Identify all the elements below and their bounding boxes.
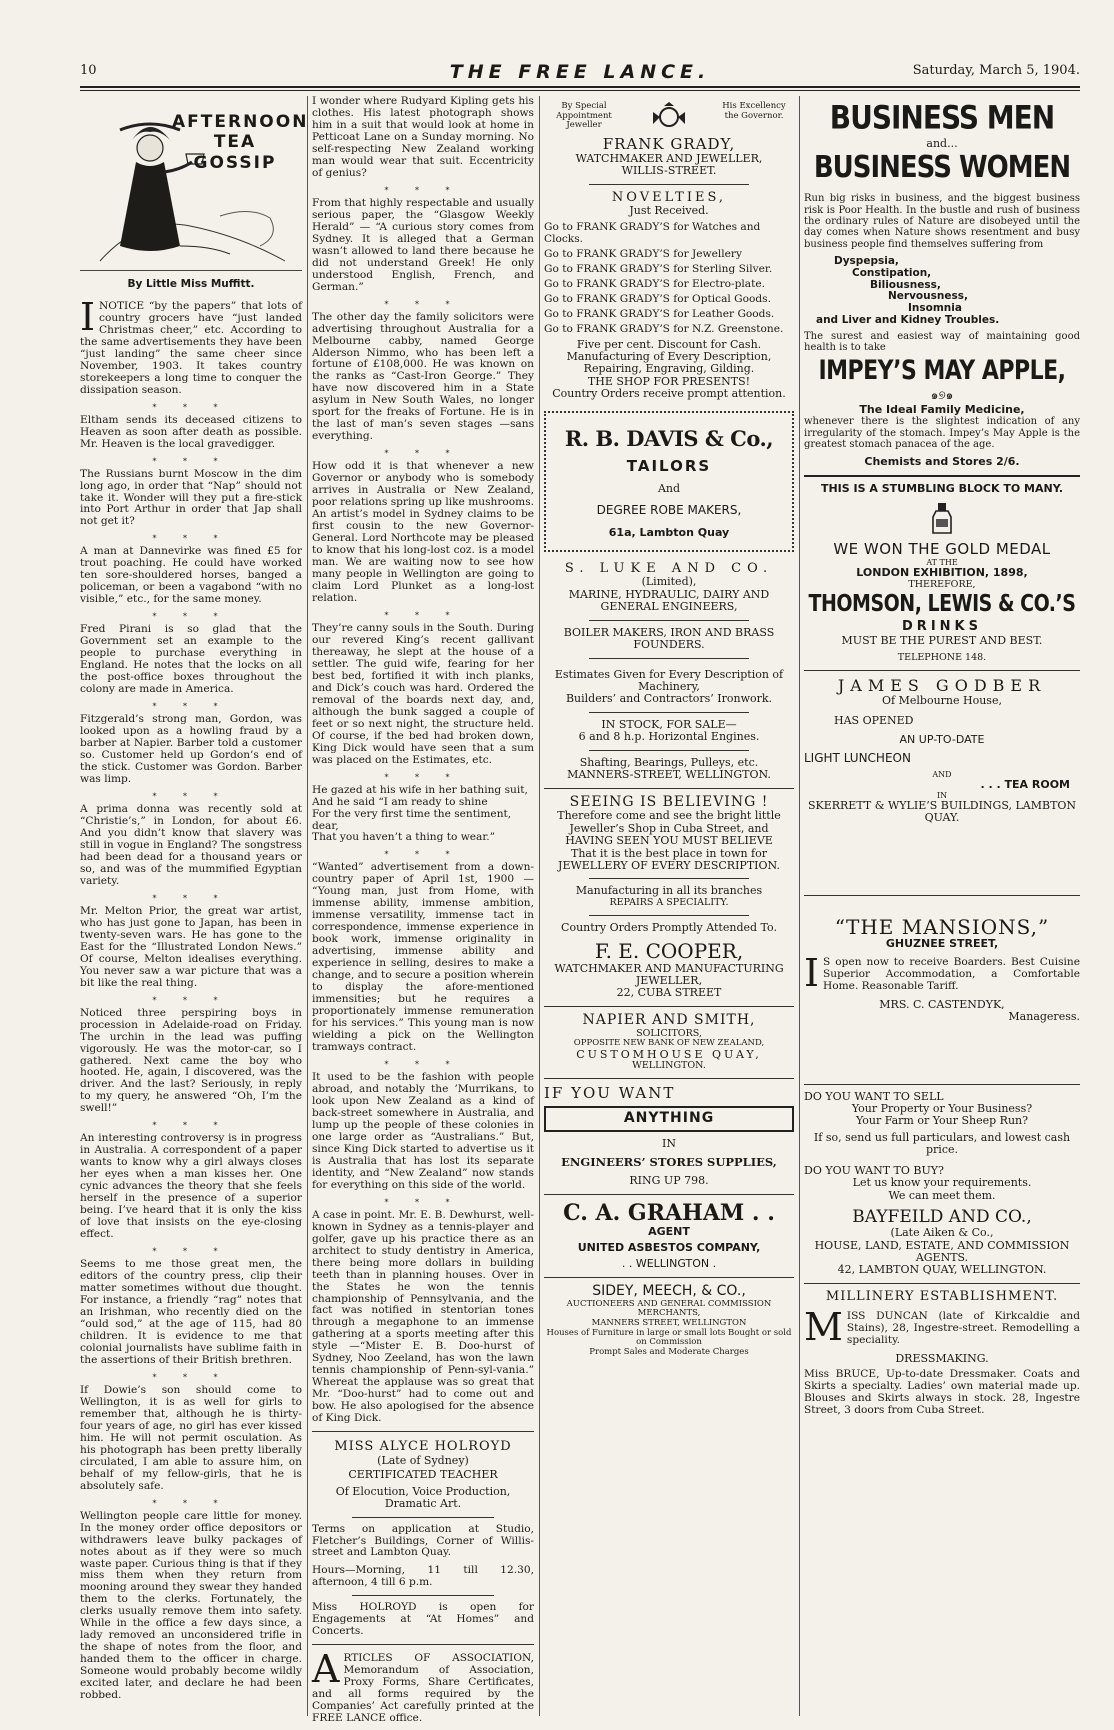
issue-date: Saturday, March 5, 1904. bbox=[912, 63, 1080, 78]
separator-stars: * * * bbox=[384, 772, 462, 782]
separator-stars: * * * bbox=[152, 1372, 230, 1382]
bottle-icon bbox=[927, 501, 957, 535]
separator-stars: * * * bbox=[152, 995, 230, 1005]
divider bbox=[589, 750, 749, 751]
bayfeild-trade: HOUSE, LAND, ESTATE, AND COMMISSION AGENTS. bbox=[814, 1238, 1070, 1265]
seeing-country: Country Orders Promptly Attended To. bbox=[561, 920, 777, 934]
paragraph: Eltham sends its deceased citizens to Heaven as soon after death as possible. Mr. Heaven is the local gravedigger. bbox=[80, 413, 302, 450]
ad-holroyd bbox=[312, 1440, 534, 1638]
separator-stars: * * * bbox=[152, 702, 230, 712]
divider bbox=[589, 184, 749, 185]
separator-stars: * * * bbox=[152, 1121, 230, 1131]
separator-stars: * * * bbox=[384, 1059, 462, 1069]
paragraph: Fitzgerald’s strong man, Gordon, was looked upon as a howling fraud by a barber at Napier. Barber told a customer so. Customer held up Gordon’s end of the stick. Customer was Gordon. Barber was limp. bbox=[80, 713, 302, 786]
separator-stars: * * * bbox=[152, 1498, 230, 1508]
graham-name: C. A. GRAHAM . . bbox=[563, 1199, 775, 1226]
grady-received: Just Received. bbox=[629, 204, 709, 218]
paragraph: Seems to me those great men, the editors of the country press, clip their matter sometimes without due thought. For instance, a friendly “rag” notes that an Irishman, who recently died on the “ould sod,” at the age of 115, had 80 children. It is evidence to me that colonial journalists have sublime faith in the assertions of their British brethren. bbox=[80, 1258, 302, 1366]
seeing-line: That it is the best place in town for bbox=[571, 846, 767, 860]
grady-line: Go to FRANK GRADY’S for Optical Goods. bbox=[544, 292, 771, 305]
luke-street: MANNERS-STREET, WELLINGTON. bbox=[567, 768, 771, 782]
paragraph: Wellington people care little for money. In the money order office depositors or withdrawers leave bulky packages of notes about as if they were so much waste paper. Curious thing is that if they miss them when they return from mooning around they swear they handed them to the clerks. Fortunately, the clerks usually remove them into safety. While in the office a few days since, a lady removed an unconsidered trifle in the shape of notes from the floor, and handed them to the officer in charge. Someone would probably become wildly excited later, and declare he had been robbed. bbox=[80, 1509, 302, 1702]
thomson-name: THOMSON, LEWIS & CO.’S bbox=[808, 590, 1076, 618]
appointment-left: By Special Appointment Jeweller bbox=[556, 101, 612, 131]
ad-anything bbox=[544, 1085, 794, 1188]
divider bbox=[589, 915, 749, 916]
paragraph: INOTICE “by the papers” that lots of country grocers have “just landed Christmas cheer,” etc. According to the same advertisements they have been “just landing” the same cheer since November, 1903. It takes country storekeepers a long time to conquer the dissipation season. bbox=[80, 294, 302, 396]
grady-country: Country Orders receive prompt attention. bbox=[552, 387, 786, 401]
header-rule-thin bbox=[80, 90, 1080, 91]
ailment: Constipation, bbox=[852, 266, 932, 279]
sidey-line: AUCTIONEERS AND GENERAL COMMISSION MERCHANTS, bbox=[566, 1298, 772, 1319]
separator-stars: * * * bbox=[384, 185, 462, 195]
divider bbox=[804, 1084, 1080, 1085]
paragraph: An interesting controversy is in progress in Australia. A correspondent of a paper wants to know why a girl always closes her eyes when a man kisses her. One cynic advances the theory that she feels herself in the presence of a superior being. I’ve heard that it is only the kiss of love that insists on the eye-closing effect. bbox=[80, 1132, 302, 1241]
column-divider bbox=[539, 96, 540, 1716]
grady-discount: Five per cent. Discount for Cash. bbox=[576, 337, 762, 351]
napier-trade: SOLICITORS, bbox=[636, 1027, 702, 1039]
paper-title: THE FREE LANCE. bbox=[449, 61, 711, 83]
surest-way: The surest and easiest way of maintaining good health is to take bbox=[804, 331, 1080, 354]
column-ads-b bbox=[804, 96, 1080, 1716]
godber-tea: . . . TEA ROOM bbox=[980, 777, 1070, 791]
grady-line: Go to FRANK GRADY’S for Leather Goods. bbox=[544, 307, 775, 320]
cooper-name: F. E. COOPER, bbox=[594, 939, 744, 964]
separator-stars: * * * bbox=[152, 402, 230, 412]
business-and: and... bbox=[926, 136, 958, 150]
paragraph: A man at Dannevirke was fined £5 for trout poaching. He could have worked ten sore-shouldered horses, banged a policeman, or been a vagabond “with no visible,” etc., for the same money. bbox=[80, 545, 302, 606]
won-gold-medal: WE WON THE GOLD MEDAL bbox=[833, 540, 1051, 559]
ad-thomson-lewis bbox=[804, 483, 1080, 664]
byline: By Little Miss Muffitt. bbox=[127, 278, 255, 290]
holroyd-sub: (Late of Sydney) bbox=[377, 1453, 469, 1467]
sidey-line: Prompt Sales and Moderate Charges bbox=[589, 1346, 749, 1357]
divider bbox=[352, 1595, 494, 1596]
godber-luncheon: LIGHT LUNCHEON bbox=[804, 751, 911, 765]
graham-city: . . WELLINGTON . bbox=[621, 1257, 717, 1271]
luke-shafting: Shafting, Bearings, Pulleys, etc. bbox=[579, 755, 759, 769]
grady-line: Go to FRANK GRADY’S for N.Z. Greenstone. bbox=[544, 322, 784, 335]
ad-mansions bbox=[804, 916, 1080, 1024]
seeing-manufacturing: Manufacturing in all its branches bbox=[575, 884, 763, 898]
sidey-name: SIDEY, MEECH, & CO., bbox=[592, 1282, 746, 1299]
therefore: THEREFORE, bbox=[908, 578, 976, 590]
paragraph: Noticed three perspiring boys in procession in Adelaide-road on Friday. The urchin in the lead was puffing vigorously. He was the motor-car, so I gathered. Next came the boy who hooted. He, again, I discovered, was the driver. And the last? Seriously, in reply to my query, he answered “Oh, I’m the swell!” bbox=[80, 1006, 302, 1115]
seeing-line: Therefore come and see the bright little Jeweller’s Shop in Cuba Street, and bbox=[557, 809, 781, 835]
anything-head: IF YOU WANT bbox=[544, 1084, 676, 1103]
separator-stars: * * * bbox=[152, 1247, 230, 1257]
ad-davis bbox=[544, 411, 794, 552]
holroyd-name: MISS ALYCE HOLROYD bbox=[334, 1439, 512, 1455]
davis-tailors: TAILORS bbox=[626, 457, 712, 476]
business-body: Run big risks in business, and the biggest business risk is Poor Health. In the bustle and rush of business the ordinary rules of Nature are disobeyed until the day comes when Nature shows resentment and busy business people find themselves suffering from bbox=[804, 193, 1080, 250]
gossip-vignette bbox=[80, 96, 309, 271]
ad-cooper bbox=[544, 795, 794, 1000]
bruce-body: Miss BRUCE, Up-to-date Dressmaker. Coats and Skirts a specialty. Ladies’ own material made up. Blouses and Skirts always in stock. 28, Ingestre Street, 3 doors from Cuba Street. bbox=[804, 1367, 1080, 1416]
luke-boilers: BOILER MAKERS, IRON AND BRASS FOUNDERS. bbox=[563, 625, 775, 652]
luke-builders: Builders’ and Contractors’ Ironwork. bbox=[565, 692, 773, 706]
ornament-icon: ๑୭๑ bbox=[930, 387, 954, 402]
millinery-body: MISS DUNCAN (late of Kirkcaldie and Stains), 28, Ingestre-street. Remodelling a speciality. bbox=[804, 1304, 1080, 1349]
ad-frank-grady bbox=[544, 102, 794, 401]
paragraph: The other day the family solicitors were advertising throughout Australia for a Melbourne cabby, named George Alderson Nimmo, who has been left a fortune of £108,000. He was known on the ranks as “Cast-Iron George.” They have now discovered him in a State asylum in New South Wales, no longer sport for the freaks of Fortune. He is in the last of man’s seven stages —sans everything. bbox=[312, 310, 534, 443]
appointment-right: His Excellency the Governor. bbox=[722, 101, 786, 121]
at-the: AT THE bbox=[926, 558, 958, 568]
anything-ring: RING UP 798. bbox=[629, 1174, 709, 1188]
purest: MUST BE THE PUREST AND BEST. bbox=[841, 633, 1043, 647]
column-ads-a bbox=[544, 96, 794, 1716]
godber-in: IN bbox=[936, 791, 948, 800]
anything-box: ANYTHING bbox=[544, 1106, 794, 1132]
luke-estimates: Estimates Given for Every Description of Machinery, bbox=[554, 667, 784, 694]
holroyd-subjects: Of Elocution, Voice Production, Dramatic Art. bbox=[335, 1484, 511, 1511]
business-head-men: BUSINESS MEN bbox=[829, 98, 1055, 137]
ailment: Nervousness, bbox=[888, 290, 968, 303]
seeing-repairs: REPAIRS A SPECIALITY. bbox=[609, 896, 729, 908]
cooper-trade: WATCHMAKER AND MANUFACTURING JEWELLER, bbox=[554, 961, 784, 988]
ad-napier-smith bbox=[544, 1013, 794, 1072]
separator-stars: * * * bbox=[384, 299, 462, 309]
sidey-line: Houses of Furniture in large or small lots Bought or sold on Commission bbox=[546, 1327, 792, 1348]
mansions-manager: MRS. C. CASTENDYK, bbox=[879, 997, 1005, 1011]
godber-and: AND bbox=[932, 769, 952, 779]
ad-godber bbox=[804, 677, 1080, 825]
separator-stars: * * * bbox=[152, 791, 230, 801]
buy-head: DO YOU WANT TO BUY? bbox=[804, 1163, 944, 1177]
luke-engineers: MARINE, HYDRAULIC, DAIRY AND GENERAL ENGINEERS, bbox=[568, 587, 770, 614]
vignette-title: AFTERNOON TEA GOSSIP bbox=[172, 112, 309, 173]
paragraph: “Wanted” advertisement from a down-country paper of April 1st, 1900 — “Young man, just from Home, with immense ability, immense ambition, immense versatility, immense tact in correspondence, immense experience in book work, immense originality in advertising, immense ability and experience in selling, desires to make a change, and to secure a position wherein to display the afore-mentioned immensities; but he requires a proportionately immense remuneration for his services.” This young man is now wielding a pick on the Wellington tramways contract. bbox=[312, 861, 534, 1053]
ad-luke bbox=[544, 562, 794, 782]
anything-in: IN bbox=[662, 1136, 676, 1150]
masthead bbox=[80, 62, 1080, 84]
cooper-address: 22, CUBA STREET bbox=[616, 986, 722, 1000]
appointment-row bbox=[544, 102, 794, 136]
holroyd-engagements: Miss HOLROYD is open for Engagements at “At Homes” and Concerts. bbox=[312, 1601, 534, 1638]
ad-bayfeild bbox=[804, 1091, 1080, 1277]
luke-name: S. LUKE AND CO. bbox=[564, 560, 774, 576]
grady-trade: WATCHMAKER AND JEWELLER, bbox=[575, 151, 763, 165]
holroyd-hours: Hours—Morning, 11 till 12.30, afternoon, 4 till 6 p.m. bbox=[312, 1564, 534, 1589]
napier-opposite: OPPOSITE NEW BANK OF NEW ZEALAND, bbox=[573, 1038, 765, 1049]
mansions-body: IS open now to receive Boarders. Best Cuisine Superior Accommodation, a Comfortable Home. Reasonable Tariff. bbox=[804, 950, 1080, 995]
paragraph: It used to be the fashion with people abroad, and notably the ’Murrikans, to look upon New Zealand as a kind of back-street somewhere in Australia, and lump up the people of these colonies in one large order as “Australians.” But, since King Dick started to advertise us it is Australia that has lost its separate identity, and “New Zealand” now stands for everything on this side of the world. bbox=[312, 1071, 534, 1191]
divider bbox=[589, 878, 749, 879]
paragraph: From that highly respectable and usually serious paper, the “Glasgow Weekly Herald” — “A curious story comes from Sydney. It is alleged that a German wasn’t allowed to land there because he did not understand Greek! He only understood English, French, and German.” bbox=[312, 196, 534, 293]
buy-line: Let us know your requirements. bbox=[852, 1176, 1032, 1190]
godber-name: JAMES GODBER bbox=[837, 675, 1047, 695]
grady-manufacturing: Manufacturing of Every Description, Repairing, Engraving, Gilding. bbox=[566, 350, 772, 376]
grady-name: FRANK GRADY, bbox=[602, 135, 736, 153]
grady-line: Go to FRANK GRADY’S for Sterling Silver. bbox=[544, 262, 773, 275]
divider bbox=[312, 1644, 534, 1645]
paragraph: The Russians burnt Moscow in the dim long ago, in order that “Nap” should not take it. Wonder will they put a fire-stick into Port Arthur in order that Jap shall not get it? bbox=[80, 467, 302, 528]
bayfeild-name: BAYFEILD AND CO., bbox=[852, 1207, 1032, 1228]
divider bbox=[589, 620, 749, 621]
paragraph: How odd it is that whenever a new Governor or anybody who is somebody arrives in Australia or New Zealand, poor relations spring up like mushrooms. An artist’s model in Sydney claims to be first cousin to the new Governor-General. Lord Northcote may be pleased to know that his long-lost coz. is a model man. We are waiting now to see how many people in Wellington are going to claim Lord Plunket as a long-lost relation. bbox=[312, 460, 534, 604]
impey-price: Chemists and Stores 2/6. bbox=[864, 455, 1020, 469]
bayfeild-address: 42, LAMBTON QUAY, WELLINGTON. bbox=[837, 1263, 1047, 1277]
davis-name: R. B. DAVIS & Co., bbox=[564, 425, 774, 451]
divider bbox=[544, 1277, 794, 1278]
graham-company: UNITED ASBESTOS COMPANY, bbox=[577, 1241, 761, 1255]
column-divider bbox=[799, 96, 800, 1716]
sell-line: If so, send us full particulars, and lowest cash price. bbox=[813, 1130, 1071, 1157]
paragraph: Fred Pirani is so glad that the Government set an example to the people to purchase everything in England. He notes that the locks on all the post-office boxes throughout the colony are made in America. bbox=[80, 623, 302, 696]
royal-crest-icon bbox=[649, 102, 689, 132]
millinery-head: MILLINERY ESTABLISHMENT. bbox=[825, 1288, 1059, 1304]
ad-millinery bbox=[804, 1290, 1080, 1417]
dressmaking: DRESSMAKING. bbox=[895, 1351, 989, 1365]
divider bbox=[544, 1006, 794, 1007]
buy-line: We can meet them. bbox=[888, 1188, 996, 1202]
godber-opened: HAS OPENED bbox=[834, 714, 914, 728]
separator-stars: * * * bbox=[384, 610, 462, 620]
grady-street: WILLIS-STREET. bbox=[621, 164, 717, 178]
sell-line: Your Farm or Your Sheep Run? bbox=[855, 1114, 1029, 1128]
sell-line: Your Property or Your Business? bbox=[851, 1102, 1033, 1116]
ad-articles: ARTICLES OF ASSOCIATION, Memorandum of Association, Proxy Forms, Share Certificates, and all forms required by the Companies’ Act carefully printed at the FREE LANCE office. bbox=[312, 1647, 534, 1725]
grady-line: Go to FRANK GRADY’S for Watches and Clocks. bbox=[544, 220, 761, 245]
page-number: 10 bbox=[80, 63, 97, 78]
davis-robes: DEGREE ROBE MAKERS, bbox=[596, 502, 742, 517]
ailments bbox=[804, 256, 1080, 327]
sidey-line: MANNERS STREET, WELLINGTON bbox=[591, 1317, 747, 1328]
divider bbox=[804, 670, 1080, 671]
divider bbox=[544, 1078, 794, 1079]
divider bbox=[544, 1194, 794, 1195]
business-head-women: BUSINESS WOMEN bbox=[813, 150, 1071, 186]
paragraph: A prima donna was recently sold at “Christie’s,” in London, for about £6. And you didn’t know that slavery was still in vogue in England? The songstress had been dead for a thousand years or so, and was of the mummified Egyptian variety. bbox=[80, 803, 302, 887]
paragraph: If Dowie’s son should come to Wellington, it is as well for girls to remember that, although he is thirty-four years of age, no girl has ever kissed him. He will not permit osculation. As his photograph has been pretty liberally circulated, I am able to assure him, on behalf of my fellow-girls, that he is absolutely safe. bbox=[80, 1383, 302, 1492]
sell-head: DO YOU WANT TO SELL bbox=[804, 1089, 944, 1103]
divider bbox=[804, 1283, 1080, 1284]
header-rule bbox=[80, 86, 1080, 88]
divider bbox=[804, 895, 1080, 896]
separator-stars: * * * bbox=[384, 449, 462, 459]
stumbling-block: THIS IS A STUMBLING BLOCK TO MANY. bbox=[820, 481, 1064, 495]
luke-engines: 6 and 8 h.p. Horizontal Engines. bbox=[578, 730, 760, 744]
separator-stars: * * * bbox=[152, 456, 230, 466]
paragraph: Mr. Melton Prior, the great war artist, who has just gone to Japan, has been in twenty-seven wars. He has gone to the East for the “Illustrated London News.” Of course, Melton idealises everything. You never saw a war picture that was a bit like the real thing. bbox=[80, 904, 302, 989]
impey-whenever: whenever there is the slightest indication of any irregularity of the stomach. Impey’s May Apple is the greatest stomach panacea of the age. bbox=[804, 416, 1080, 451]
column-gossip-continued bbox=[312, 95, 534, 1725]
drinks: DRINKS bbox=[902, 618, 982, 634]
napier-quay: CUSTOMHOUSE QUAY, bbox=[576, 1048, 762, 1062]
holroyd-terms: Terms on application at Studio, Fletcher’s Buildings, Corner of Willis-street and Lambton Quay. bbox=[312, 1522, 534, 1559]
divider bbox=[352, 1517, 494, 1518]
column-gossip bbox=[80, 96, 309, 1716]
napier-city: WELLINGTON. bbox=[632, 1060, 706, 1072]
ailment: Dyspepsia, bbox=[834, 254, 899, 267]
anything-stores: ENGINEERS’ STORES SUPPLIES, bbox=[561, 1155, 777, 1170]
godber-of: Of Melbourne House, bbox=[882, 693, 1002, 707]
napier-name: NAPIER AND SMITH, bbox=[582, 1011, 756, 1028]
graham-agent: AGENT bbox=[648, 1224, 690, 1238]
paragraph: They’re canny souls in the South. During our revered King’s recent gallivant thereaway, he slept at the house of a settler. The guid wife, fearing for her best bed, fortified it with inch planks, and Dick’s couch was hard. Ordered the removal of the boards next day, and, although the bunk sagged a couple of feet or so next night, the structure held. Of course, if the bed had broken down, King Dick would have seen that a sum was placed on the Estimates, etc. bbox=[312, 621, 534, 766]
divider bbox=[589, 658, 749, 659]
separator-stars: * * * bbox=[152, 893, 230, 903]
divider bbox=[589, 712, 749, 713]
separator-stars: * * * bbox=[384, 1197, 462, 1207]
seeing-line: HAVING SEEN YOU MUST BELIEVE bbox=[565, 834, 773, 848]
davis-address: 61a, Lambton Quay bbox=[608, 526, 730, 540]
bayfeild-late: (Late Aiken & Co., bbox=[890, 1226, 994, 1240]
ailment: Insomnia bbox=[908, 302, 962, 315]
seeing-head: SEEING IS BELIEVING ! bbox=[569, 793, 769, 810]
grady-list bbox=[544, 222, 794, 336]
column-divider bbox=[307, 96, 308, 1716]
impey-name: IMPEY’S MAY APPLE, bbox=[818, 355, 1066, 386]
divider bbox=[312, 1431, 534, 1432]
telephone: TELEPHONE 148. bbox=[897, 651, 987, 663]
davis-and: And bbox=[657, 482, 681, 496]
grady-shop: THE SHOP FOR PRESENTS! bbox=[587, 374, 751, 388]
seeing-line: JEWELLERY OF EVERY DESCRIPTION. bbox=[558, 859, 780, 873]
separator-stars: * * * bbox=[152, 534, 230, 544]
mansions-street: GHUZNEE STREET, bbox=[885, 937, 999, 951]
ad-graham bbox=[544, 1201, 794, 1271]
godber-buildings: SKERRETT & WYLIE’S BUILDINGS, LAMBTON QUAY. bbox=[807, 799, 1077, 825]
paragraph: I wonder where Rudyard Kipling gets his clothes. His latest photograph shows him in a suit that would look at home in Petticoat Lane on a Sunday morning. No self-respecting New Zealand working man would wear that suit. Eccentricity of genius? bbox=[312, 95, 534, 179]
grady-line: Go to FRANK GRADY’S for Electro-plate. bbox=[544, 277, 766, 290]
grady-line: Go to FRANK GRADY’S for Jewellery bbox=[544, 247, 742, 260]
luke-limited: (Limited), bbox=[641, 575, 697, 589]
godber-uptodate: AN UP-TO-DATE bbox=[899, 732, 985, 746]
liver-kidney: and Liver and Kidney Troubles. bbox=[816, 314, 1000, 327]
ad-sidey bbox=[544, 1284, 794, 1357]
divider bbox=[804, 475, 1080, 477]
ad-impeys bbox=[804, 98, 1080, 469]
separator-stars: * * * bbox=[152, 612, 230, 622]
ailment: Biliousness, bbox=[870, 278, 941, 291]
mansions-head: “THE MANSIONS,” bbox=[834, 914, 1050, 939]
luke-stock: IN STOCK, FOR SALE— bbox=[601, 717, 737, 731]
holroyd-title: CERTIFICATED TEACHER bbox=[348, 1468, 498, 1482]
ideal-medicine: The Ideal Family Medicine, bbox=[859, 403, 1025, 417]
mansions-role: Manageress. bbox=[1008, 1010, 1080, 1024]
paragraph: A case in point. Mr. E. B. Dewhurst, well-known in Sydney as a tennis-player and golfer, gave up his practice there as an architect to study dentistry in America, there being more dollars in building teeth than in planning houses. Over in the States he won the tennis championship of Pennsylvania, and the fact was notified in stentorian tones through a megaphone to an immense gathering at a sports meeting after this style —“Mister E. B. Doo-hurst of Sydney, Noo Zeeland, has won the lawn tennis championship of Penn-syl-vania.” Whereat the applause was so great that Mr. “Doo-hurst” had to come out and bow. He also apologised for the absence of King Dick. bbox=[312, 1208, 534, 1425]
separator-stars: * * * bbox=[384, 850, 462, 860]
divider bbox=[544, 788, 794, 789]
exhibition: LONDON EXHIBITION, 1898, bbox=[856, 566, 1028, 580]
verse: He gazed at his wife in her bathing suit, And he said “I am ready to shine For the very first time the sentiment, dear, That you haven’t a thing to wear.” bbox=[312, 783, 528, 844]
grady-novelties: NOVELTIES, bbox=[611, 189, 727, 205]
